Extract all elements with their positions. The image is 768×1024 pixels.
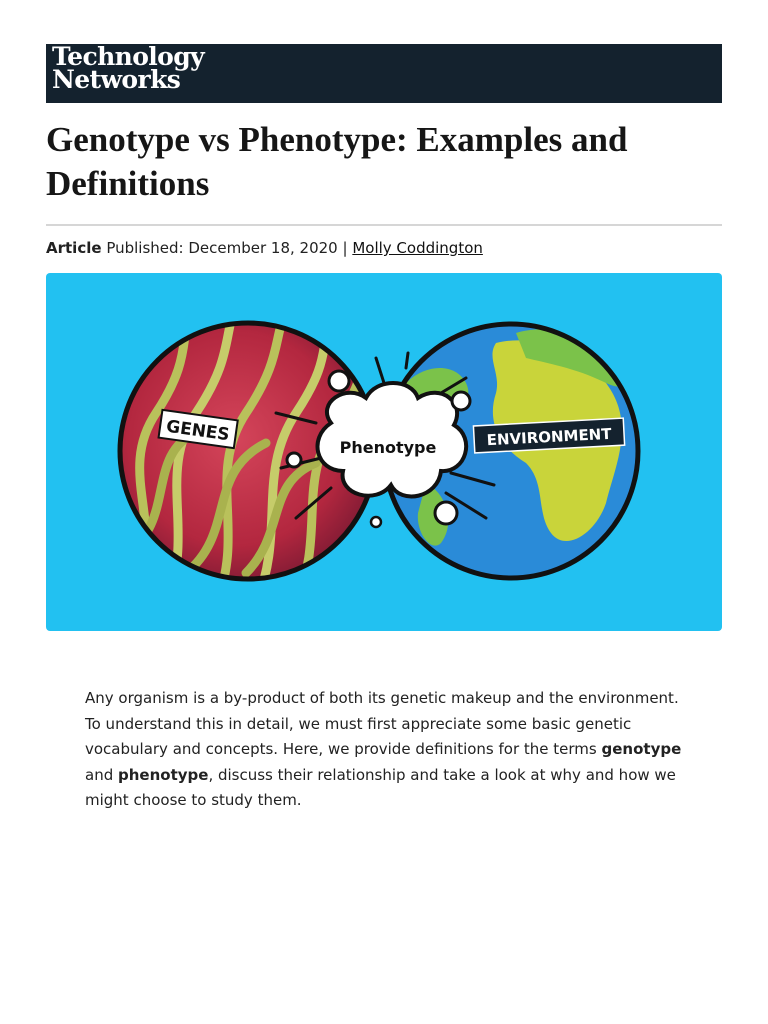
intro-paragraph — [85, 686, 690, 814]
intro-text-1: Any organism is a by-product of both its genetic makeup and the environment. To understand this in detail, we must first appreciate some basic genetic vocabulary and concepts. Here, we provide definitions for the terms — [85, 689, 679, 758]
article-meta — [46, 238, 483, 258]
environment-label: ENVIRONMENT — [486, 424, 612, 450]
genes-label: GENES — [164, 416, 231, 446]
hero-image — [46, 273, 722, 631]
title-divider — [46, 224, 722, 226]
term-phenotype: phenotype — [118, 765, 209, 784]
intro-text-3: , discuss their relationship and take a look at why and how we might choose to study them. — [85, 765, 676, 809]
term-genotype: genotype — [601, 740, 682, 758]
article-kind: Article — [46, 239, 102, 257]
logo-line-2: Networks — [52, 65, 181, 94]
intro-text-2: and — [85, 765, 118, 784]
logo-line-1: Technology — [52, 42, 205, 71]
published-date: Published: December 18, 2020 — [106, 239, 338, 257]
hero-illustration — [46, 273, 722, 631]
page-title: Genotype vs Phenotype: Examples and Definitions — [46, 120, 628, 203]
author-link[interactable]: Molly Coddington — [352, 239, 483, 257]
meta-separator: | — [342, 239, 348, 257]
logo-text — [52, 42, 205, 94]
site-logo[interactable] — [46, 44, 722, 103]
phenotype-label: Phenotype — [339, 438, 437, 457]
